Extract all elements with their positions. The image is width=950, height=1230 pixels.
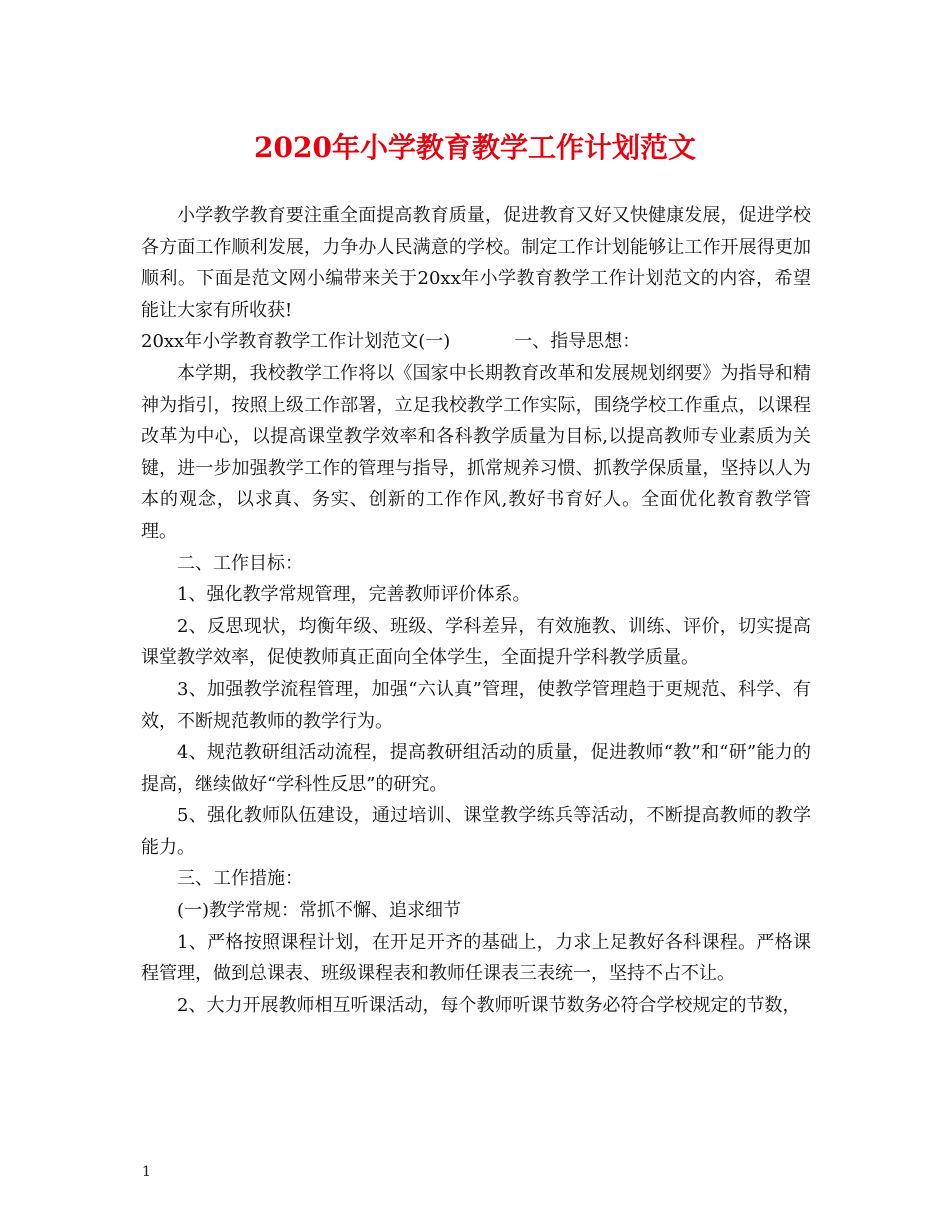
goal-item: 2、反思现状，均衡年级、班级、学科差异，有效施教、训练、评价，切实提高课堂教学效率，促使教师真正面向全体学生，全面提升学科教学质量。 <box>141 615 811 669</box>
document-title: 2020年小学教育教学工作计划范文 <box>254 131 696 164</box>
measure-item: 2、大力开展教师相互听课活动，每个教师听课节数务必符合学校规定的节数， <box>177 994 801 1016</box>
measure-item: 1、严格按照课程计划，在开足开齐的基础上，力求上足教好各科课程。严格课程管理，做到总课表、班级课程表和教师任课表三表统一，坚持不占不让。 <box>141 931 811 985</box>
section-heading-line <box>141 326 811 358</box>
section-heading: 20xx年小学教育教学工作计划范文(一) <box>141 331 451 353</box>
guiding-heading: 一、指导思想： <box>514 331 641 353</box>
page-number: 1 <box>142 1164 151 1180</box>
goal-item: 5、强化教师队伍建设，通过培训、课堂教学练兵等活动，不断提高教师的教学能力。 <box>141 805 811 858</box>
goal-item: 3、加强教学流程管理，加强“六认真”管理，使教学管理趋于更规范、科学、有效，不断规范教师的教学行为。 <box>141 678 811 732</box>
guiding-paragraph: 本学期，我校教学工作将以《国家中长期教育改革和发展规划纲要》为指导和精神为指引，按照上级工作部署，立足我校教学工作实际，围绕学校工作重点，以课程改革为中心，以提高课堂教学效率和各科教学质量为目标,以提高教师专业素质为关键，进一步加强教学工作的管理与指导，抓常规养习惯、抓教学保质量，坚持以人为本的观念，以求真、务实、创新的工作作风,教好书育好人。全面优化教育教学管理。 <box>141 362 811 542</box>
measures-subheading: (一)教学常规：常抓不懈、追求细节 <box>177 900 462 922</box>
intro-paragraph: 小学教学教育要注重全面提高教育质量，促进教育又好又快健康发展，促进学校各方面工作顺利发展，力争办人民满意的学校。制定工作计划能够让工作开展得更加顺利。下面是范文网小编带来关于20xx年小学教育教学工作计划范文的内容，希望能让大家有所收获! <box>141 205 811 321</box>
goals-heading: 二、工作目标： <box>177 552 303 574</box>
goal-item: 4、规范教研组活动流程，提高教研组活动的质量，促进教师“教”和“研”能力的提高，继续做好“学科性反思”的研究。 <box>141 742 811 795</box>
goal-item: 1、强化教学常规管理，完善教师评价体系。 <box>177 584 531 606</box>
document-body <box>141 200 811 1021</box>
measures-heading: 三、工作措施： <box>177 868 303 890</box>
